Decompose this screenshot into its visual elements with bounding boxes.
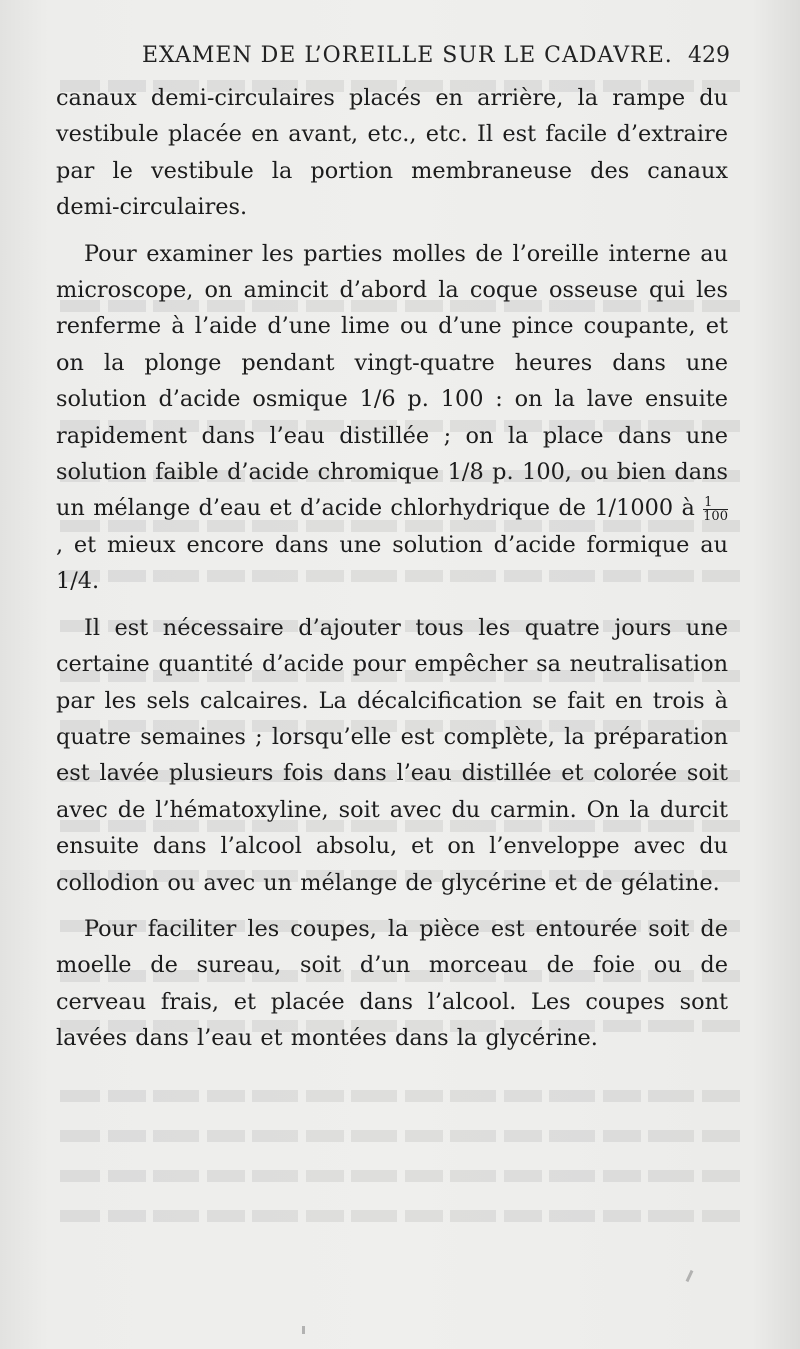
fraction-denominator: 100 <box>703 508 728 524</box>
paragraph-1: canaux demi-circulaires placés en arrière, la rampe du vestibule placée en avant, etc., etc. Il est facile d’extraire par le vestibule la portion membraneuse des canaux demi-circulaires. <box>56 85 728 221</box>
paragraph-2-text-after-fraction: , et mieux encore dans une solution d’acide formique au 1/4. <box>56 531 728 595</box>
page-speck <box>686 1270 694 1282</box>
paragraph-2 <box>56 236 728 600</box>
page-number: 429 <box>688 42 730 68</box>
paragraph-2-text-before-fraction: Pour examiner les parties molles de l’oreille interne au microscope, on amincit d’abord la coque osseuse qui les renferme à l’aide d’une lime ou d’une pince coupante, et on la plonge pendant vingt-quatre heures dans une solution d’acide osmique 1/6 p. 100 : on la lave ensuite rapidement dans l’eau distillée ; on la place dans une solution faible d’acide chromique 1/8 p. 100, ou bien dans un mélange d’eau et d’acide chlorhydrique de 1/1000 à <box>56 240 728 522</box>
paragraph-4: Pour faciliter les coupes, la pièce est entourée soit de moelle de sureau, soit d’un morceau de foie ou de cerveau frais, et placée dans l’alcool. Les coupes sont lavées dans l’eau et montées dans la glycérine. <box>56 915 728 1052</box>
paragraph-3: Il est nécessaire d’ajouter tous les quatre jours une certaine quantité d’acide pour empêcher sa neutralisation par les sels calcaires. La décalcification se fait en trois à quatre semaines ; lorsqu’elle est complète, la préparation est lavée plusieurs fois dans l’eau distillée et colorée soit avec de l’hématoxyline, soit avec du carmin. On la durcit ensuite dans l’alcool absolu, et on l’enveloppe avec du collodion ou avec un mélange de glycérine et de gélatine. <box>56 614 728 896</box>
header-title: EXAMEN DE L’OREILLE SUR LE CADAVRE. <box>142 42 673 68</box>
fraction <box>703 496 728 523</box>
page-speck <box>302 1326 305 1334</box>
running-header <box>56 38 730 72</box>
fraction-numerator: 1 <box>703 496 728 510</box>
body-text <box>56 80 728 1067</box>
